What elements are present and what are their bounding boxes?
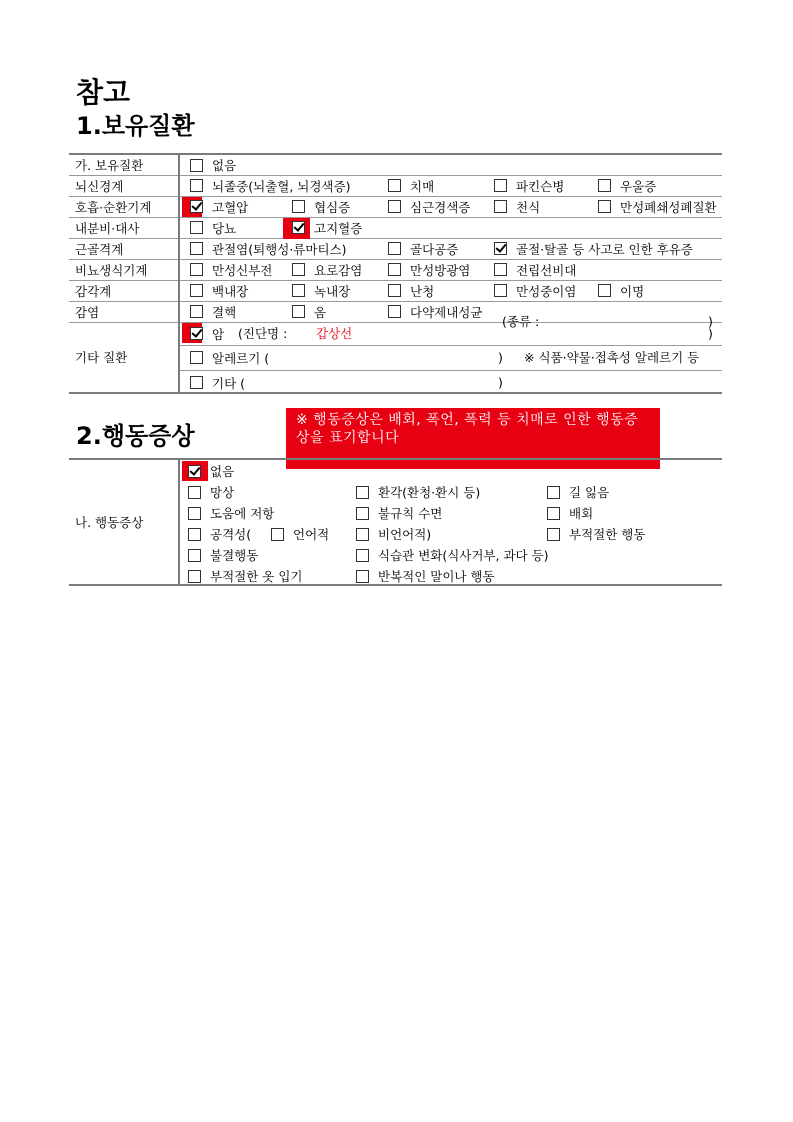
option-stroke[interactable]: 뇌졸중(뇌출혈, 뇌경색증) (190, 176, 350, 196)
row-label: 감염 (69, 301, 179, 322)
checkbox-icon[interactable] (356, 549, 369, 562)
option-hypertension[interactable]: 고혈압 (190, 197, 248, 217)
table-row (69, 280, 722, 301)
checkbox-icon[interactable] (190, 179, 203, 192)
checkbox-icon[interactable] (271, 528, 284, 541)
option-uti[interactable]: 요로감염 (292, 260, 362, 280)
option-cancer[interactable]: 암 (190, 324, 224, 344)
option-other[interactable]: 기타 ( (190, 373, 245, 393)
paren-close: ) (498, 349, 503, 365)
option-mi[interactable]: 심근경색증 (388, 197, 470, 217)
checkbox-icon[interactable] (388, 263, 401, 276)
paren-close: ) (498, 374, 503, 390)
option-arthritis[interactable]: 관절염(퇴행성·류마티스) (190, 239, 346, 259)
row-label: 나. 행동증상 (69, 459, 179, 585)
option-diabetes[interactable]: 당뇨 (190, 218, 236, 238)
checkbox-icon[interactable] (547, 528, 560, 541)
section1-heading: 1.보유질환 (76, 112, 195, 140)
option-cataract[interactable]: 백내장 (190, 281, 248, 301)
option-irregular-sleep[interactable]: 불규칙 수면 (356, 503, 442, 523)
checkbox-icon[interactable] (190, 263, 203, 276)
option-prostate[interactable]: 전립선비대 (494, 260, 576, 280)
checkbox-icon[interactable] (190, 376, 203, 389)
table-row (69, 459, 722, 585)
checkbox-icon[interactable] (598, 200, 611, 213)
option-osteoporosis[interactable]: 골다공증 (388, 239, 458, 259)
option-wandering[interactable]: 배회 (547, 503, 593, 523)
checkbox-icon[interactable] (388, 179, 401, 192)
option-parkinson[interactable]: 파킨슨병 (494, 176, 564, 196)
section2-heading: 2.행동증상 (76, 422, 195, 450)
checkbox-icon[interactable] (494, 263, 507, 276)
checkbox-icon[interactable] (388, 305, 401, 318)
checkbox-icon[interactable] (388, 284, 401, 297)
table-row (69, 259, 722, 280)
checkbox-icon[interactable] (188, 549, 201, 562)
table-row (69, 238, 722, 259)
table-row (69, 322, 722, 345)
page-title: 참고 (76, 76, 131, 109)
checkbox-icon[interactable] (494, 200, 507, 213)
option-repetitive[interactable]: 반복적인 말이나 행동 (356, 566, 495, 586)
row-label: 호흡·순환기계 (69, 196, 179, 217)
behavior-note-callout: ※ 행동증상은 배회, 폭언, 폭력 등 치매로 인한 행동증상을 표기합니다 (286, 408, 660, 469)
checkbox-icon[interactable] (494, 179, 507, 192)
option-otitis[interactable]: 만성중이염 (494, 281, 576, 301)
checkbox-icon[interactable] (188, 570, 201, 583)
checkbox-icon[interactable] (188, 507, 201, 520)
checkbox-icon[interactable] (494, 284, 507, 297)
option-verbal[interactable]: 언어적 (271, 524, 329, 544)
checkbox-icon[interactable] (388, 242, 401, 255)
checkbox-icon[interactable] (598, 179, 611, 192)
checkbox-icon[interactable] (190, 159, 203, 172)
option-hallucination[interactable]: 환각(환청·환시 등) (356, 482, 480, 502)
table-row (69, 196, 722, 217)
checkbox-icon[interactable] (598, 284, 611, 297)
table-row (69, 175, 722, 196)
option-fracture[interactable]: 골절·탈골 등 사고로 인한 후유증 (494, 239, 693, 259)
option-nonverbal[interactable]: 비언어적) (356, 524, 431, 544)
option-angina[interactable]: 협심증 (292, 197, 350, 217)
option-aggression[interactable]: 공격성( (188, 524, 251, 544)
checkbox-icon[interactable] (190, 305, 203, 318)
checkbox-icon[interactable] (547, 486, 560, 499)
checkbox-icon[interactable] (188, 486, 201, 499)
checkbox-icon[interactable] (292, 200, 305, 213)
allergy-note: ※ 식품·약물·접촉성 알레르기 등 (524, 349, 700, 365)
option-behavior-none[interactable]: 없음 (188, 461, 234, 481)
row-label: 비뇨생식기계 (69, 259, 179, 280)
row-label: 가. 보유질환 (69, 154, 179, 175)
checked-checkbox-icon[interactable] (190, 327, 203, 340)
option-cystitis[interactable]: 만성방광염 (388, 260, 470, 280)
option-inappropriate-behavior[interactable]: 부적절한 행동 (547, 524, 645, 544)
disease-table (69, 153, 722, 394)
checkbox-icon[interactable] (190, 221, 203, 234)
option-depression[interactable]: 우울증 (598, 176, 656, 196)
diagnosis-label: (진단명 : (238, 325, 288, 341)
option-dementia[interactable]: 치매 (388, 176, 434, 196)
option-unclean[interactable]: 불결행동 (188, 545, 258, 565)
checkbox-icon[interactable] (547, 507, 560, 520)
option-allergy[interactable]: 알레르기 ( (190, 348, 269, 368)
checkbox-icon[interactable] (292, 305, 305, 318)
option-tinnitus[interactable]: 이명 (598, 281, 644, 301)
checkbox-icon[interactable] (292, 284, 305, 297)
option-glaucoma[interactable]: 녹내장 (292, 281, 350, 301)
table-row (69, 217, 722, 238)
option-resist-help[interactable]: 도움에 저항 (188, 503, 274, 523)
checkbox-icon[interactable] (356, 570, 369, 583)
option-hearing-loss[interactable]: 난청 (388, 281, 434, 301)
diagnosis-value[interactable]: 갑상선 (316, 325, 353, 341)
checked-checkbox-icon[interactable] (188, 465, 201, 478)
checkbox-icon[interactable] (292, 263, 305, 276)
paren-close: ) (708, 325, 713, 341)
option-asthma[interactable]: 천식 (494, 197, 540, 217)
table-row (69, 301, 722, 322)
checkbox-icon[interactable] (356, 507, 369, 520)
paren-close: ) (708, 313, 713, 329)
checkbox-icon[interactable] (190, 284, 203, 297)
checked-checkbox-icon[interactable] (494, 242, 507, 255)
option-lost[interactable]: 길 잃음 (547, 482, 609, 502)
option-inappropriate-dress[interactable]: 부적절한 옷 입기 (188, 566, 302, 586)
option-tb[interactable]: 결핵 (190, 302, 236, 322)
option-delusion[interactable]: 망상 (188, 482, 234, 502)
option-none[interactable]: 없음 (190, 155, 236, 175)
checkbox-icon[interactable] (356, 486, 369, 499)
option-hyperlipidemia[interactable]: 고지혈증 (292, 218, 362, 238)
option-copd[interactable]: 만성폐쇄성폐질환 (598, 197, 717, 217)
checkbox-icon[interactable] (388, 200, 401, 213)
option-scabies[interactable]: 옴 (292, 302, 326, 322)
checkbox-icon[interactable] (356, 528, 369, 541)
mdro-type-label: (종류 : (502, 313, 540, 329)
row-label: 내분비·대사 (69, 217, 179, 238)
row-label: 근골격계 (69, 238, 179, 259)
row-label: 감각계 (69, 280, 179, 301)
table-row (69, 154, 722, 175)
option-renal[interactable]: 만성신부전 (190, 260, 272, 280)
checkbox-icon[interactable] (190, 242, 203, 255)
checkbox-icon[interactable] (188, 528, 201, 541)
row-label: 뇌신경계 (69, 175, 179, 196)
option-mdro[interactable]: 다약제내성균 (388, 302, 482, 322)
checked-checkbox-icon[interactable] (190, 200, 203, 213)
option-eating-change[interactable]: 식습관 변화(식사거부, 과다 등) (356, 545, 549, 565)
checked-checkbox-icon[interactable] (292, 221, 305, 234)
row-label: 기타 질환 (69, 322, 179, 393)
behavior-table (69, 458, 722, 586)
checkbox-icon[interactable] (190, 351, 203, 364)
